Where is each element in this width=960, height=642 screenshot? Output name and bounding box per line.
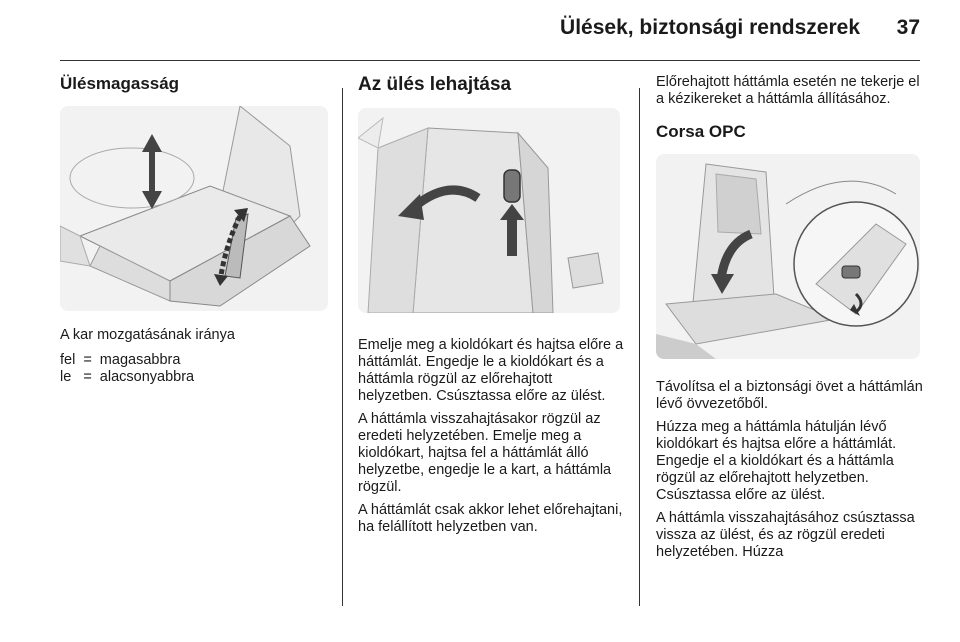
intro-paragraph: Előrehajtott háttámla esetén ne tekerje el a kézikereket a háttámla állításához. [656,74,920,107]
section-heading-seat-height: Ülésmagasság [60,74,180,93]
opc-paragraph-1: Távolítsa el a biztonsági övet a háttámlán lévő övvezetőből. [656,379,923,412]
section-heading-seat-fold: Az ülés lehajtása [358,74,512,95]
seat-backrest-fold-illustration-icon [358,108,620,313]
figure-caption: A kar mozgatásának iránya [60,327,235,343]
legend-value: magasabbra [99,352,181,368]
column-divider-left [342,88,343,606]
header-title: Ülések, biztonsági rendszerek [560,16,860,39]
seat-height-figure [60,106,328,311]
seat-height-lever-illustration-icon [60,106,328,311]
section-heading-opc: Corsa OPC [656,122,746,141]
legend-row [60,369,202,386]
column-seat-height [60,74,328,386]
seat-fold-figure [358,108,620,313]
direction-legend [60,352,202,386]
legend-sep: = [83,352,92,368]
opc-seat-release-illustration-icon [656,154,920,359]
legend-key: fel [60,352,76,368]
opc-paragraph-2: Húzza meg a háttámla hátulján lévő kioldókart és hajtsa előre a háttámlát. Engedje el a kioldókart és a háttámla rögzül az előrehajtott helyzetben. Csúsztassa előre az ülést. [656,419,897,503]
fold-paragraph-3: A háttámlát csak akkor lehet előrehajtani, ha felállított helyzetben van. [358,502,623,535]
column-opc [656,74,924,567]
page-number: 37 [896,16,920,39]
column-seat-fold [358,74,626,542]
opc-paragraph-3: A háttámla visszahajtásához csúsztassa vissza az ülést, és az rögzül eredeti helyzetében. Húzza [656,510,915,560]
fold-paragraph-1: Emelje meg a kioldókart és hajtsa előre a háttámlát. Engedje le a kioldókart és a háttámla rögzül az előrehajtott helyzetben. Csúsztassa előre az ülést. [358,337,624,404]
legend-row [60,352,202,369]
header-rule [60,60,920,61]
legend-value: alacsonyabbra [99,369,195,385]
fold-paragraph-2: A háttámla visszahajtásakor rögzül az eredeti helyzetében. Emelje meg a kioldókart, hajtsa fel a háttámlát álló helyzetbe, engedje le a kart, a háttámla rögzül. [358,411,612,495]
legend-key: le [60,369,72,385]
opc-seat-figure [656,154,920,359]
legend-sep: = [83,369,92,385]
column-divider-right [639,88,640,606]
